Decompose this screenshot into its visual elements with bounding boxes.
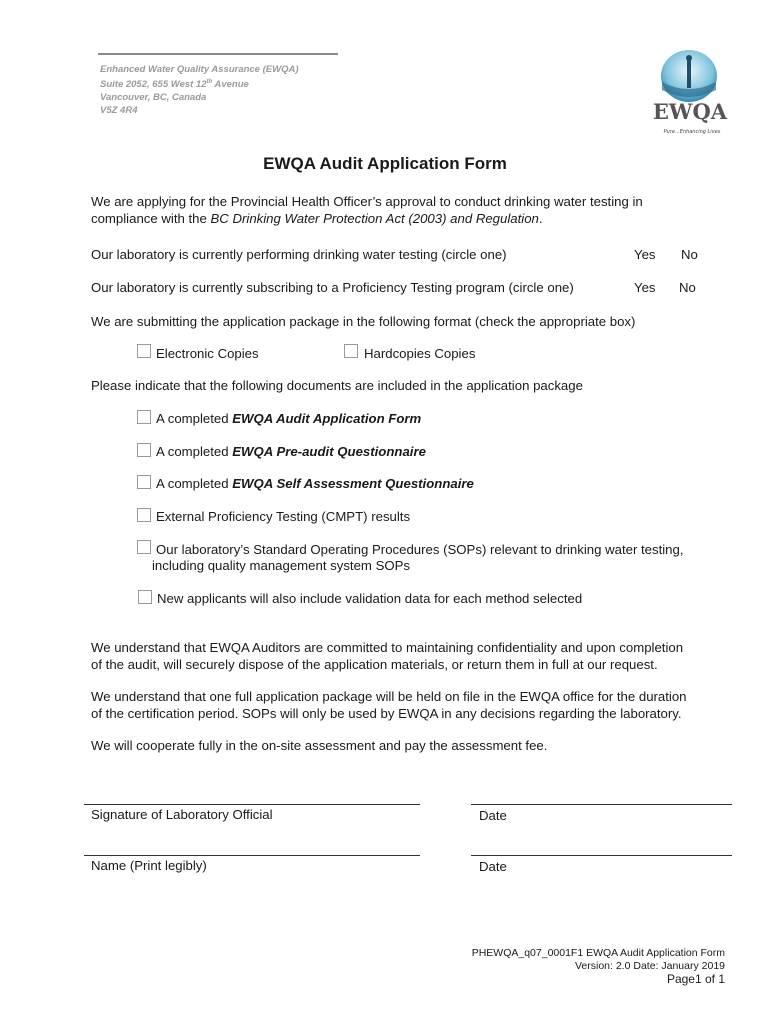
header-rule bbox=[98, 53, 338, 55]
checkbox-preaudit[interactable] bbox=[137, 443, 151, 457]
answer-yes-testing[interactable]: Yes bbox=[634, 247, 656, 262]
intro-paragraph bbox=[91, 193, 643, 227]
date-label-2: Date bbox=[479, 859, 507, 874]
checkbox-electronic[interactable] bbox=[137, 344, 151, 358]
org-name: Enhanced Water Quality Assurance (EWQA) bbox=[100, 64, 299, 75]
label-self-assessment: A completed EWQA Self Assessment Questionnaire bbox=[156, 476, 474, 491]
question-proficiency: Our laboratory is currently subscribing to a Proficiency Testing program (circle one) bbox=[91, 280, 574, 295]
label-hardcopies: Hardcopies Copies bbox=[364, 346, 476, 361]
signature-line[interactable] bbox=[84, 804, 420, 805]
footer-doc-id: PHEWQA_q07_0001F1 EWQA Audit Application Form bbox=[471, 947, 725, 959]
logo-tagline: Pure...Enhancing Lives bbox=[663, 129, 721, 135]
file-statement: We understand that one full application package will be held on file in the EWQA office for the duration of the certification period. SOPs will only be used by EWQA in any decisions regarding the laboratory. bbox=[91, 689, 687, 721]
label-electronic: Electronic Copies bbox=[156, 346, 259, 361]
documents-prompt: Please indicate that the following documents are included in the application package bbox=[91, 378, 583, 393]
checkbox-self-assessment[interactable] bbox=[137, 475, 151, 489]
footer-page: Page1 of 1 bbox=[666, 972, 725, 986]
answer-yes-proficiency[interactable]: Yes bbox=[634, 280, 656, 295]
label-sops-line-1: Our laboratory’s Standard Operating Procedures (SOPs) relevant to drinking water testing, bbox=[156, 542, 684, 557]
logo-text: EWQA bbox=[652, 99, 728, 124]
date-line-2[interactable] bbox=[471, 855, 732, 856]
answer-no-testing[interactable]: No bbox=[681, 247, 698, 262]
footer-version: Version: 2.0 Date: January 2019 bbox=[574, 960, 725, 972]
date-label-1: Date bbox=[479, 808, 507, 823]
format-prompt: We are submitting the application package in the following format (check the appropriate box) bbox=[91, 314, 636, 329]
name-line[interactable] bbox=[84, 855, 420, 856]
ewqa-logo bbox=[652, 46, 730, 138]
label-sops-line-2: including quality management system SOPs bbox=[152, 558, 411, 573]
label-audit-form: A completed EWQA Audit Application Form bbox=[156, 411, 422, 426]
page-title: EWQA Audit Application Form bbox=[263, 154, 507, 173]
address-block bbox=[100, 63, 299, 117]
city: Vancouver, BC, Canada bbox=[100, 92, 207, 104]
intro-line-1: We are applying for the Provincial Health Officer’s approval to conduct drinking water testing in bbox=[91, 194, 643, 209]
checkbox-validation[interactable] bbox=[138, 590, 152, 604]
checkbox-sops[interactable] bbox=[137, 540, 151, 554]
intro-line-2: compliance with the BC Drinking Water Protection Act (2003) and Regulation. bbox=[91, 211, 543, 226]
footer bbox=[472, 947, 725, 986]
answer-no-proficiency[interactable]: No bbox=[679, 280, 696, 295]
signature-label: Signature of Laboratory Official bbox=[91, 807, 273, 822]
date-line-1[interactable] bbox=[471, 804, 732, 805]
suite-address: Suite 2052, 655 West 12th Avenue bbox=[100, 79, 249, 91]
checkbox-hardcopies[interactable] bbox=[344, 344, 358, 358]
label-validation: New applicants will also include validation data for each method selected bbox=[157, 591, 583, 606]
checkbox-audit-form[interactable] bbox=[137, 410, 151, 424]
checkbox-cmpt[interactable] bbox=[137, 508, 151, 522]
label-cmpt: External Proficiency Testing (CMPT) results bbox=[156, 509, 411, 524]
postal-code: V5Z 4R4 bbox=[100, 105, 138, 117]
confidentiality-statement: We understand that EWQA Auditors are committed to maintaining confidentiality and upon completion of the audit, will securely dispose of the application materials, or return them in full at our request. bbox=[91, 640, 684, 672]
question-testing: Our laboratory is currently performing drinking water testing (circle one) bbox=[91, 247, 507, 262]
name-label: Name (Print legibly) bbox=[91, 858, 207, 873]
cooperate-statement: We will cooperate fully in the on-site assessment and pay the assessment fee. bbox=[91, 738, 548, 753]
label-preaudit: A completed EWQA Pre-audit Questionnaire bbox=[156, 444, 426, 459]
